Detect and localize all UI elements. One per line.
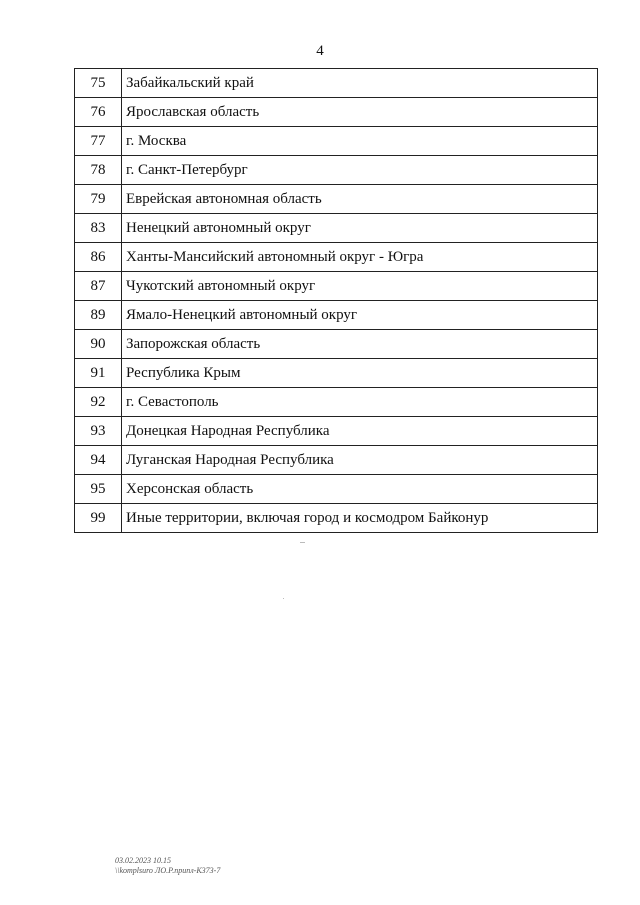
table-row: [75, 185, 598, 214]
region-name: Ненецкий автономный округ: [122, 214, 598, 243]
region-code: 83: [75, 214, 122, 243]
region-name: Луганская Народная Республика: [122, 446, 598, 475]
region-name: Еврейская автономная область: [122, 185, 598, 214]
scan-speck: [300, 542, 305, 543]
footer-file-path: \\komplsuro ЛО.Р.припл-К373-7: [115, 866, 221, 875]
region-code: 76: [75, 98, 122, 127]
region-codes-body: [75, 69, 598, 533]
region-name: Забайкальский край: [122, 69, 598, 98]
table-row: [75, 272, 598, 301]
table-row: [75, 359, 598, 388]
table-row: [75, 417, 598, 446]
region-code: 92: [75, 388, 122, 417]
table-row: [75, 388, 598, 417]
region-name: г. Севастополь: [122, 388, 598, 417]
table-row: [75, 69, 598, 98]
region-code: 99: [75, 504, 122, 533]
region-name: Чукотский автономный округ: [122, 272, 598, 301]
table-row: [75, 446, 598, 475]
region-code: 90: [75, 330, 122, 359]
region-name: Донецкая Народная Республика: [122, 417, 598, 446]
region-code: 78: [75, 156, 122, 185]
table-row: [75, 127, 598, 156]
region-name: Республика Крым: [122, 359, 598, 388]
footer-timestamp: 03.02.2023 10.15: [115, 856, 171, 865]
region-code: 91: [75, 359, 122, 388]
region-name: Ямало-Ненецкий автономный округ: [122, 301, 598, 330]
region-code: 94: [75, 446, 122, 475]
region-name: Ярославская область: [122, 98, 598, 127]
region-name: г. Москва: [122, 127, 598, 156]
region-codes-table: [74, 68, 598, 533]
table-row: [75, 330, 598, 359]
region-code: 89: [75, 301, 122, 330]
table-row: [75, 98, 598, 127]
region-code: 86: [75, 243, 122, 272]
region-code: 95: [75, 475, 122, 504]
page-number: 4: [316, 43, 324, 59]
table-row: [75, 475, 598, 504]
region-code: 77: [75, 127, 122, 156]
region-name: г. Санкт-Петербург: [122, 156, 598, 185]
table-row: [75, 156, 598, 185]
region-name: Херсонская область: [122, 475, 598, 504]
scan-speck: [283, 598, 284, 599]
table-row: [75, 243, 598, 272]
table-row: [75, 214, 598, 243]
document-footer: [115, 856, 220, 876]
table-row: [75, 301, 598, 330]
region-name: Ханты-Мансийский автономный округ - Югра: [122, 243, 598, 272]
region-name: Иные территории, включая город и космодром Байконур: [122, 504, 598, 533]
table-row: [75, 504, 598, 533]
region-code: 93: [75, 417, 122, 446]
region-code: 79: [75, 185, 122, 214]
region-code: 87: [75, 272, 122, 301]
region-code: 75: [75, 69, 122, 98]
region-name: Запорожская область: [122, 330, 598, 359]
